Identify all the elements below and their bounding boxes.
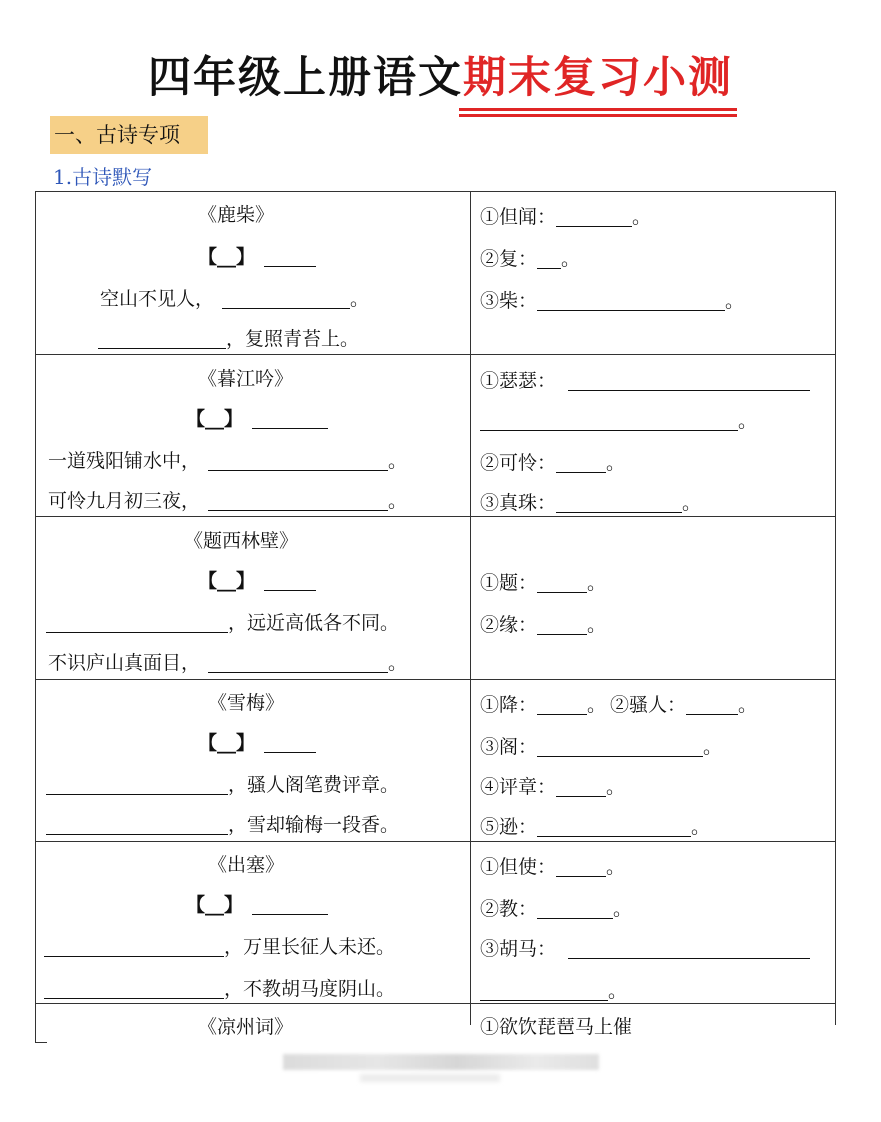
dynasty-blank — [252, 406, 328, 432]
note-item: ③柴： 。 — [480, 290, 745, 312]
note-continuation: 。 — [480, 978, 627, 1004]
note-continuation: 。 — [480, 408, 757, 434]
poem-title: 《鹿柴》 — [198, 204, 275, 226]
poem-line: ，雪却输梅一段香。 — [46, 812, 399, 838]
table-edge — [35, 1042, 47, 1043]
blurred-watermark — [283, 1054, 599, 1070]
poem-line: ，不教胡马度阴山。 — [44, 976, 395, 1002]
dynasty-blank — [264, 244, 316, 270]
note-item: ①题： 。 — [480, 572, 607, 594]
author-bracket: 【__】 — [186, 408, 244, 430]
author-bracket: 【__】 — [198, 570, 256, 592]
poem-line: 一道残阳铺水中， 。 — [48, 450, 408, 472]
poem-title: 《雪梅》 — [208, 692, 285, 714]
note-item: ①但使： 。 — [480, 856, 626, 878]
poem-title: 《题西林壁》 — [184, 530, 299, 552]
note-item: ②缘： 。 — [480, 614, 607, 636]
note-item: ④评章： 。 — [480, 776, 626, 798]
subsection-heading: 1.古诗默写 — [53, 165, 153, 189]
poem-line: 可怜九月初三夜， 。 — [48, 490, 408, 512]
row-divider — [36, 841, 835, 842]
row-divider — [36, 679, 835, 680]
note-item: ②教： 。 — [480, 898, 633, 920]
note-item: ⑤逊： 。 — [480, 816, 711, 838]
row-divider — [36, 516, 835, 517]
note-item: ①降： 。 ②骚人： 。 — [480, 694, 758, 716]
author-bracket: 【__】 — [198, 732, 256, 754]
poem-line: 不识庐山真面目， 。 — [48, 652, 408, 674]
author-bracket: 【__】 — [186, 894, 244, 916]
note-item: ②可怜： 。 — [480, 452, 626, 474]
poem-line: 空山不见人， 。 — [100, 288, 370, 310]
blurred-watermark — [360, 1074, 500, 1082]
column-divider — [470, 192, 471, 1025]
dynasty-blank — [252, 892, 328, 918]
note-item: ③阁： 。 — [480, 736, 723, 758]
note-item: ①瑟瑟： — [480, 368, 810, 394]
poem-line: ，远近高低各不同。 — [46, 610, 399, 636]
table-edge — [35, 1025, 36, 1043]
section-heading: 一、古诗专项 — [50, 116, 208, 154]
poem-table — [35, 191, 836, 1038]
poem-title: 《凉州词》 — [198, 1016, 294, 1038]
poem-line: ，万里长征人未还。 — [44, 934, 395, 960]
note-item: ②复： 。 — [480, 248, 581, 270]
note-item: ③胡马： — [480, 936, 810, 962]
note-item: ③真珠： 。 — [480, 492, 702, 514]
poem-line: ，复照青苔上。 — [98, 326, 359, 352]
poem-line: ，骚人阁笔费评章。 — [46, 772, 399, 798]
title-highlight: 期末复习小测 — [463, 44, 733, 109]
poem-title: 《出塞》 — [208, 854, 285, 876]
poem-title: 《暮江吟》 — [198, 368, 294, 390]
title-plain: 四年级上册语文 — [148, 53, 463, 103]
dynasty-blank — [264, 730, 316, 756]
note-item: ①欲饮琵琶马上催 — [480, 1016, 633, 1038]
row-divider — [36, 354, 835, 355]
dynasty-blank — [264, 568, 316, 594]
author-bracket: 【__】 — [198, 246, 256, 268]
page-title — [0, 44, 881, 109]
note-item: ①但闻： 。 — [480, 206, 652, 228]
row-divider — [36, 1003, 835, 1004]
